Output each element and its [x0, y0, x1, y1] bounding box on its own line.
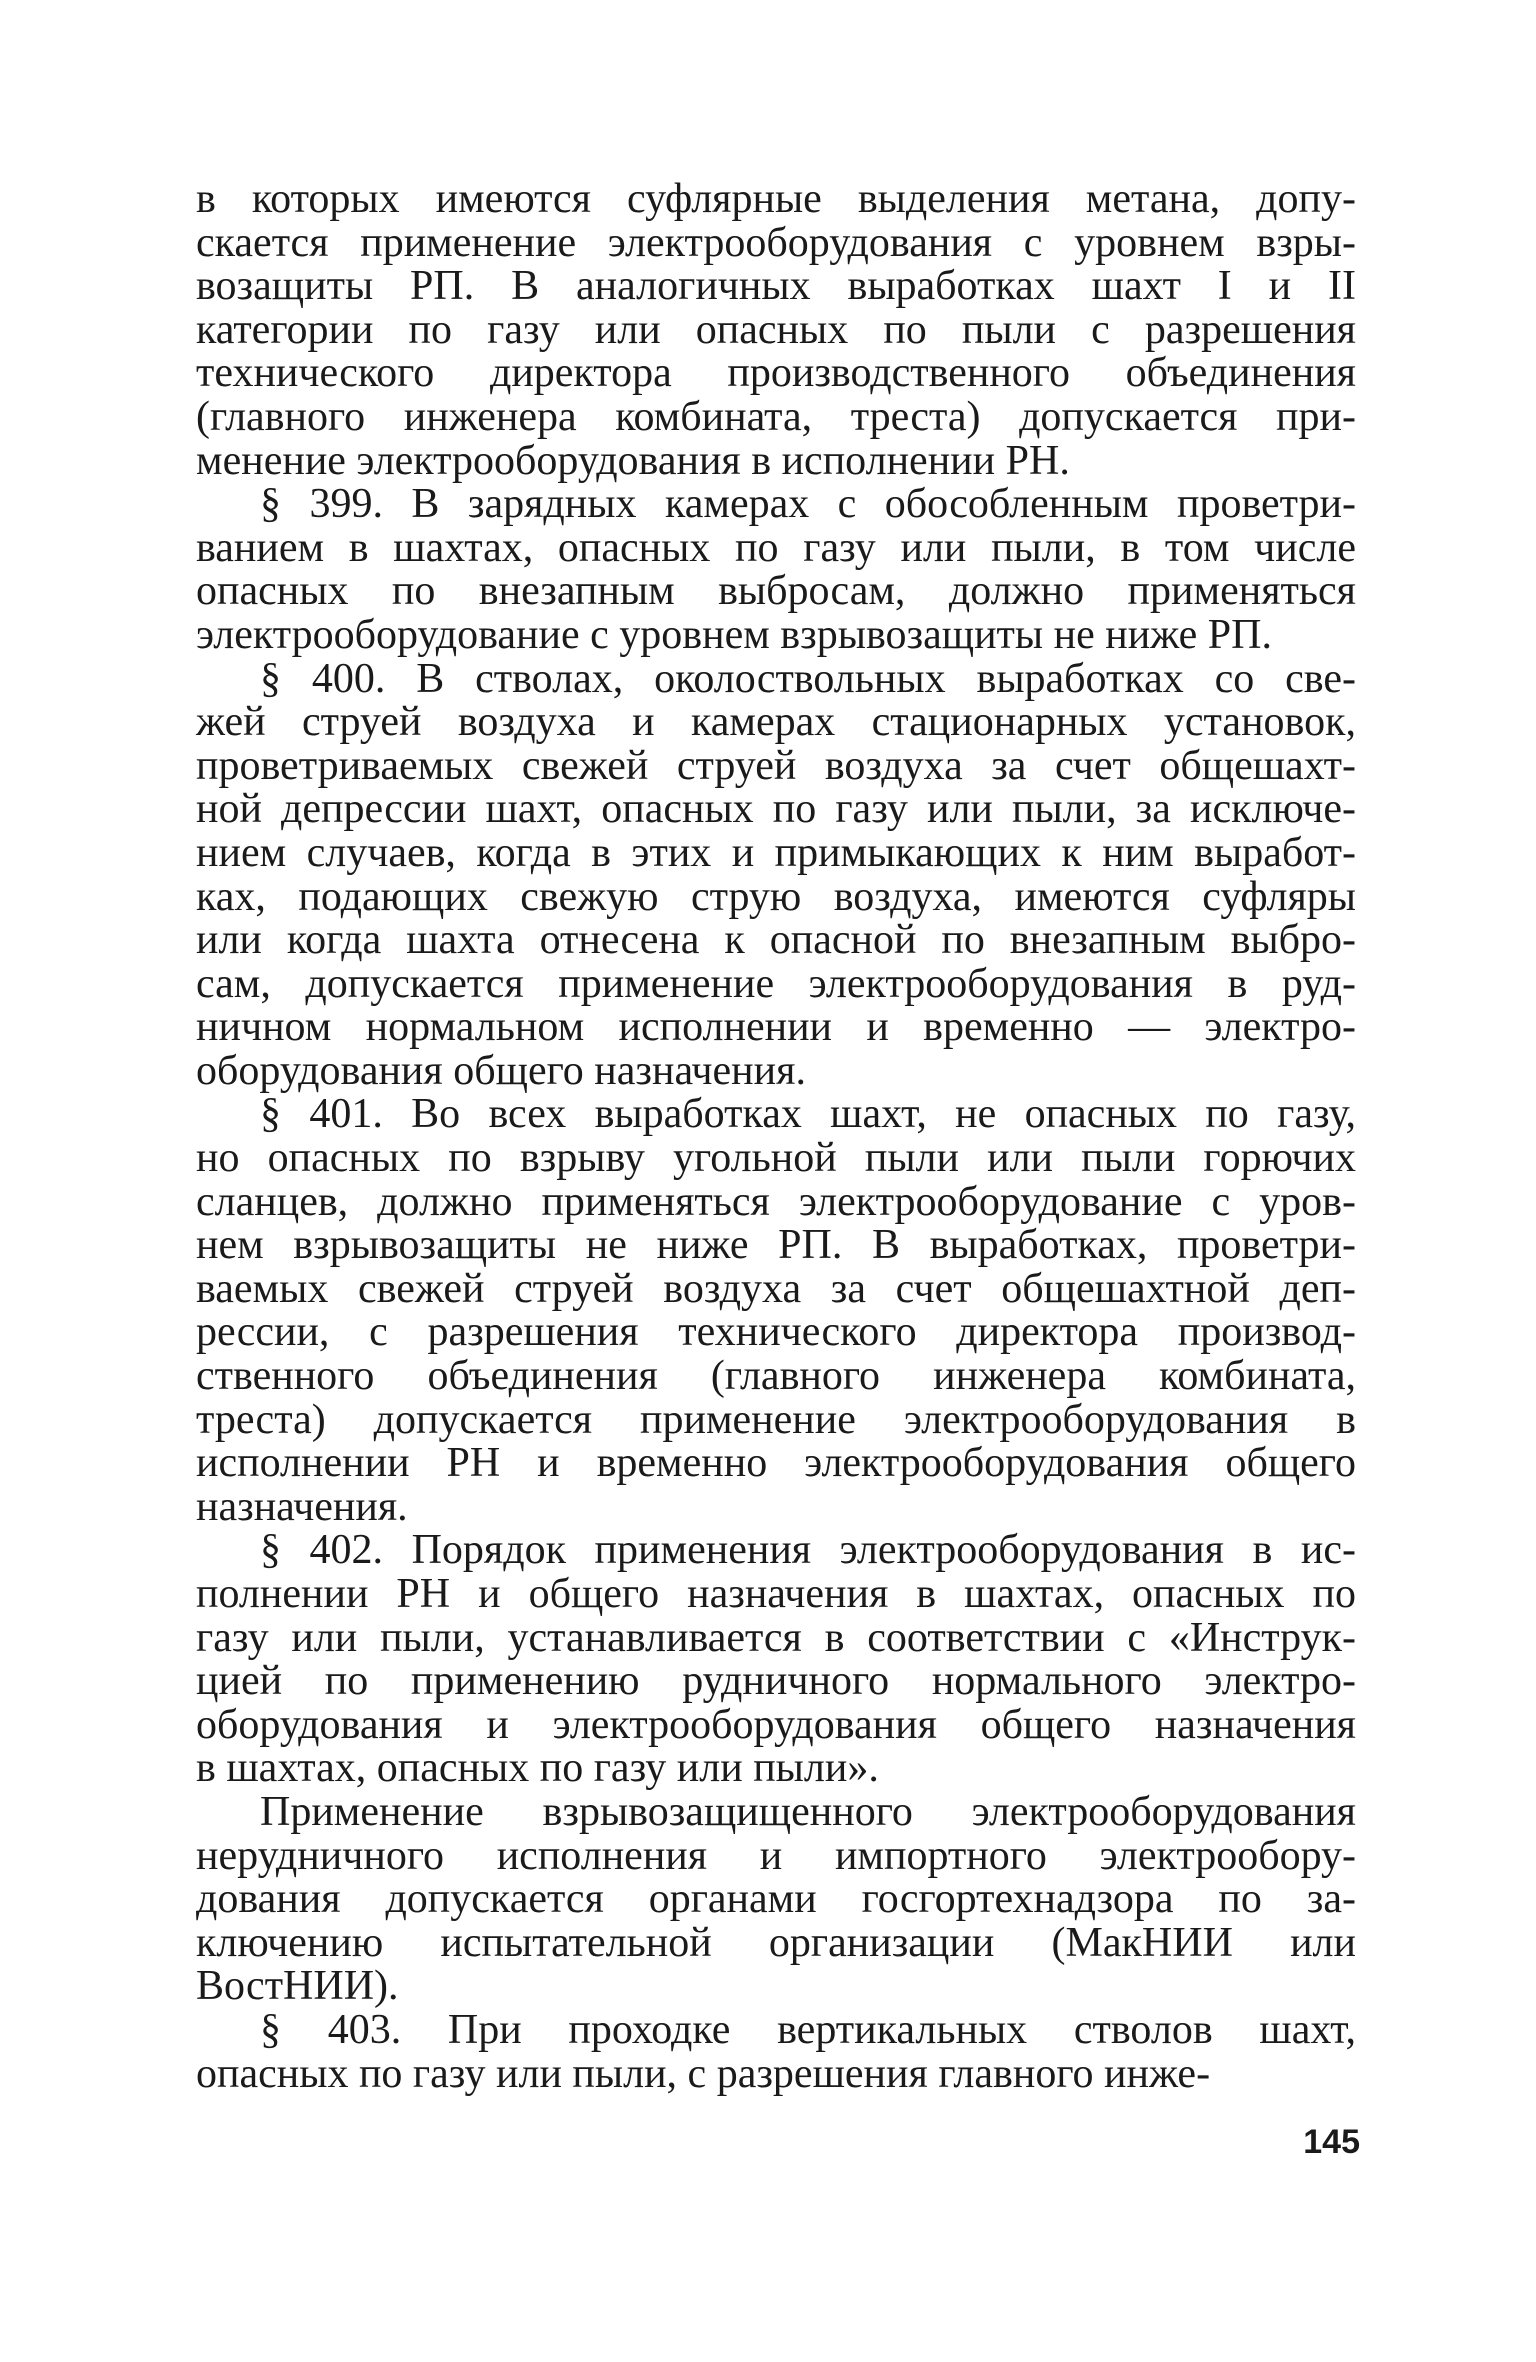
text-line: ной депрессии шахт, опасных по газу или пыли, за исключе-: [196, 786, 1356, 833]
text-line: полнении РН и общего назначения в шахтах, опасных по: [196, 1571, 1356, 1617]
text-line: опасных по газу или пыли, с разрешения главного инже-: [196, 2050, 1211, 2097]
text-line: сланцев, должно применяться электрооборудование с уров-: [196, 1178, 1356, 1225]
text-line: в которых имеются суфлярные выделения метана, допу-: [196, 176, 1356, 222]
page-number: 145: [1303, 2123, 1360, 2161]
text-line: скается применение электрооборудования с уровнем взры-: [196, 219, 1356, 266]
text-line: § 399. В зарядных камерах с обособленным проветри-: [260, 481, 1356, 528]
text-line: ках, подающих свежую струю воздуха, имеются суфляры: [196, 873, 1356, 920]
text-line: (главного инженера комбината, треста) допускается при-: [196, 393, 1356, 440]
text-line: технического директора производственного объединения: [196, 350, 1356, 397]
paragraph-p-402: [196, 1529, 1356, 1791]
text-line: цией по применению рудничного нормального электро-: [196, 1658, 1356, 1705]
text-line: рессии, с разрешения технического директора производ-: [196, 1309, 1356, 1356]
text-line: нерудничного исполнения и импортного электрообору-: [196, 1832, 1356, 1879]
paragraph-p-399: [196, 483, 1356, 657]
text-line: газу или пыли, устанавливается в соответствии с «Инструк-: [196, 1614, 1356, 1661]
text-line: менение электрооборудования в исполнении РН.: [196, 437, 1070, 484]
text-line: сам, допускается применение электрооборудования в руд-: [196, 960, 1356, 1007]
paragraph-p-continued: [196, 178, 1356, 483]
text-line: но опасных по взрыву угольной пыли или пыли горючих: [196, 1135, 1356, 1182]
text-line: в шахтах, опасных по газу или пыли».: [196, 1745, 879, 1792]
text-line: ВостНИИ).: [196, 1963, 399, 2010]
text-line: опасных по внезапным выбросам, должно применяться: [196, 568, 1356, 615]
text-line: Применение взрывозащищенного электрооборудования: [260, 1788, 1356, 1835]
text-line: ванием в шахтах, опасных по газу или пыли, в том числе: [196, 524, 1356, 571]
text-line: нием случаев, когда в этих и примыкающих к ним выработ-: [196, 829, 1356, 876]
text-line: треста) допускается применение электрооборудования в: [196, 1396, 1356, 1443]
text-line: назначения.: [196, 1483, 408, 1530]
text-line: оборудования общего назначения.: [196, 1047, 806, 1094]
text-line: жей струей воздуха и камерах стационарных установок,: [196, 699, 1356, 746]
text-line: проветриваемых свежей струей воздуха за счет общешахт-: [196, 742, 1356, 789]
text-line: § 403. При проходке вертикальных стволов шахт,: [260, 2006, 1356, 2053]
text-line: исполнении РН и временно электрооборудования общего: [196, 1440, 1356, 1487]
paragraph-p-403: [196, 2006, 1356, 2097]
text-line: нем взрывозащиты не ниже РП. В выработках, проветри-: [196, 1222, 1356, 1269]
text-line: ваемых свежей струей воздуха за счет общешахтной деп-: [196, 1265, 1356, 1312]
paragraph-p-401: [196, 1093, 1356, 1529]
text-line: категории по газу или опасных по пыли с разрешения: [196, 306, 1356, 353]
text-line: возащиты РП. В аналогичных выработках шахт I и II: [196, 263, 1356, 310]
text-line: ничном нормальном исполнении и временно — электро-: [196, 1004, 1356, 1051]
text-line: электрооборудование с уровнем взрывозащиты не ниже РП.: [196, 611, 1272, 658]
text-line: § 402. Порядок применения электрооборудования в ис-: [260, 1527, 1356, 1574]
paragraph-p-400: [196, 655, 1356, 1094]
text-line: дования допускается органами госгортехнадзора по за-: [196, 1876, 1356, 1923]
text-line: § 401. Во всех выработках шахт, не опасных по газу,: [260, 1091, 1356, 1138]
document-page: [196, 178, 1356, 2096]
text-line: оборудования и электрооборудования общего назначения: [196, 1701, 1356, 1748]
text-line: ственного объединения (главного инженера комбината,: [196, 1353, 1356, 1400]
text-line: или когда шахта отнесена к опасной по внезапным выбро-: [196, 917, 1356, 964]
paragraph-p-import: [196, 1788, 1356, 2010]
text-line: § 400. В стволах, околоствольных выработках со све-: [260, 655, 1356, 702]
text-line: ключению испытательной организации (МакНИИ или: [196, 1919, 1356, 1966]
